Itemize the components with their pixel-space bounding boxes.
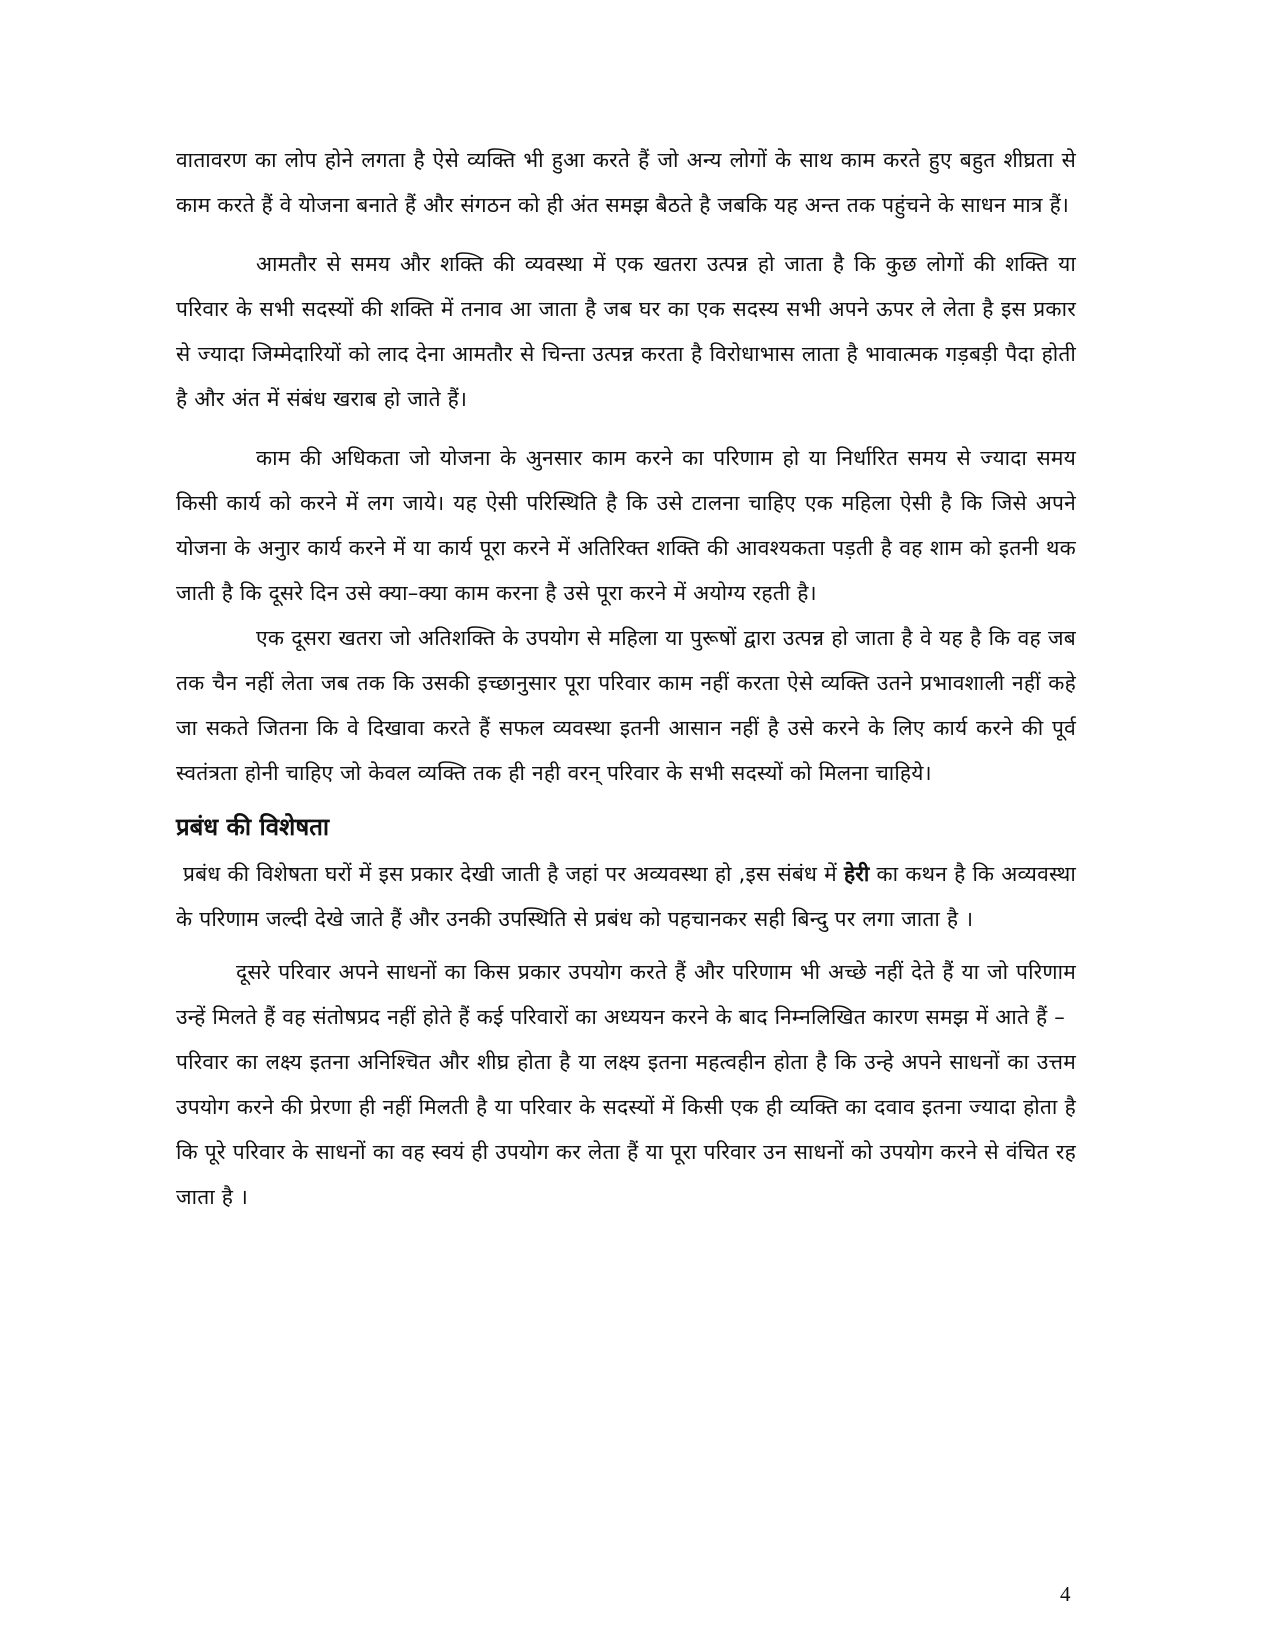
paragraph-5-bold-name: हेरी [843,862,870,886]
paragraph-3: काम की अधिकता जो योजना के अुनसार काम करने का परिणाम हो या निर्धारित समय से ज्यादा समय किसी कार्य को करने में लग जाये। यह ऐसी परिस्थिति है कि उसे टालना चाहिए एक महिला ऐसी है कि जिसे अपने योजना के अनुार कार्य करने में या कार्य पूरा करने में अतिरिक्त शक्ति की आवश्यकता पड़ती है वह शाम को इतनी थक जाती है कि दूसरे दिन उसे क्या–क्या काम करना है उसे पूरा करने में अयोग्य रहती है। [176,446,1076,605]
paragraph-7: परिवार का लक्ष्य इतना अनिश्चित और शीघ्र होता है या लक्ष्य इतना महत्वहीन होता है कि उन्हे अपने साधनों का उत्तम उपयोग करने की प्रेरणा ही नहीं मिलती है या परिवार के सदस्यों में किसी एक ही व्यक्ति का दवाव इतना ज्यादा होता है कि पूरे परिवार के साधनों का वह स्वयं ही उपयोग कर लेता हैं या पूरा परिवार उन साधनों को उपयोग करने से वंचित रह जाता है । [176,1050,1076,1209]
paragraph-4: एक दूसरा खतरा जो अतिशक्ति के उपयोग से महिला या पुरूषों द्वारा उत्पन्न हो जाता है वे यह है कि वह जब तक चैन नहीं लेता जब तक कि उसकी इच्छानुसार पूरा परिवार काम नहीं करता ऐसे व्यक्ति उतने प्रभावशाली नहीं कहे जा सकते जितना कि वे दिखावा करते हैं सफल व्यवस्था इतनी आसान नहीं है उसे करने के लिए कार्य करने की पूर्व स्वतंत्रता होनी चाहिए जो केवल व्यक्ति तक ही नही वरन् परिवार के सभी सदस्यों को मिलना चाहिये। [176,626,1076,785]
document-body [176,138,1076,1220]
paragraph-5-text-start: प्रबंध की विशेषता घरों में इस प्रकार देखी जाती है जहां पर अव्यवस्था हो ,इस संबंध में [183,862,844,886]
section-heading: प्रबंध की विशेषता [176,813,330,841]
paragraph-6: दूसरे परिवार अपने साधनों का किस प्रकार उपयोग करते हैं और परिणाम भी अच्छे नहीं देते हैं या जो परिणाम उन्हें मिलते हैं वह संतोषप्रद नहीं होते हैं कई परिवारों का अध्ययन करने के बाद निम्नलिखित कारण समझ में आते हैं – [176,960,1076,1029]
paragraph-5 [176,852,1076,942]
page-number: 4 [1060,1582,1071,1606]
paragraph-2: आमतौर से समय और शक्ति की व्यवस्था में एक खतरा उत्पन्न हो जाता है कि कुछ लोगों की शक्ति या परिवार के सभी सदस्यों की शक्ति में तनाव आ जाता है जब घर का एक सदस्य सभी अपने ऊपर ले लेता है इस प्रकार से ज्यादा जिम्मेदारियों को लाद देना आमतौर से चिन्ता उत्पन्न करता है विरोधाभास लाता है भावात्मक गड़बड़ी पैदा होती है और अंत में संबंध खराब हो जाते हैं। [176,252,1076,411]
paragraph-5-text-end: का कथन है कि अव्यवस्था के परिणाम जल्दी देखे जाते हैं और उनकी उपस्थिति से प्रबंध को पहचानकर सही बिन्दु पर लगा जाता है । [176,862,1076,931]
paragraph-1: वातावरण का लोप होने लगता है ऐसे व्यक्ति भी हुआ करते हैं जो अन्य लोगों के साथ काम करते हुए बहुत शीघ्रता से काम करते हैं वे योजना बनाते हैं और संगठन को ही अंत समझ बैठते है जबकि यह अन्त तक पहुंचने के साधन मात्र हैं। [176,148,1076,217]
